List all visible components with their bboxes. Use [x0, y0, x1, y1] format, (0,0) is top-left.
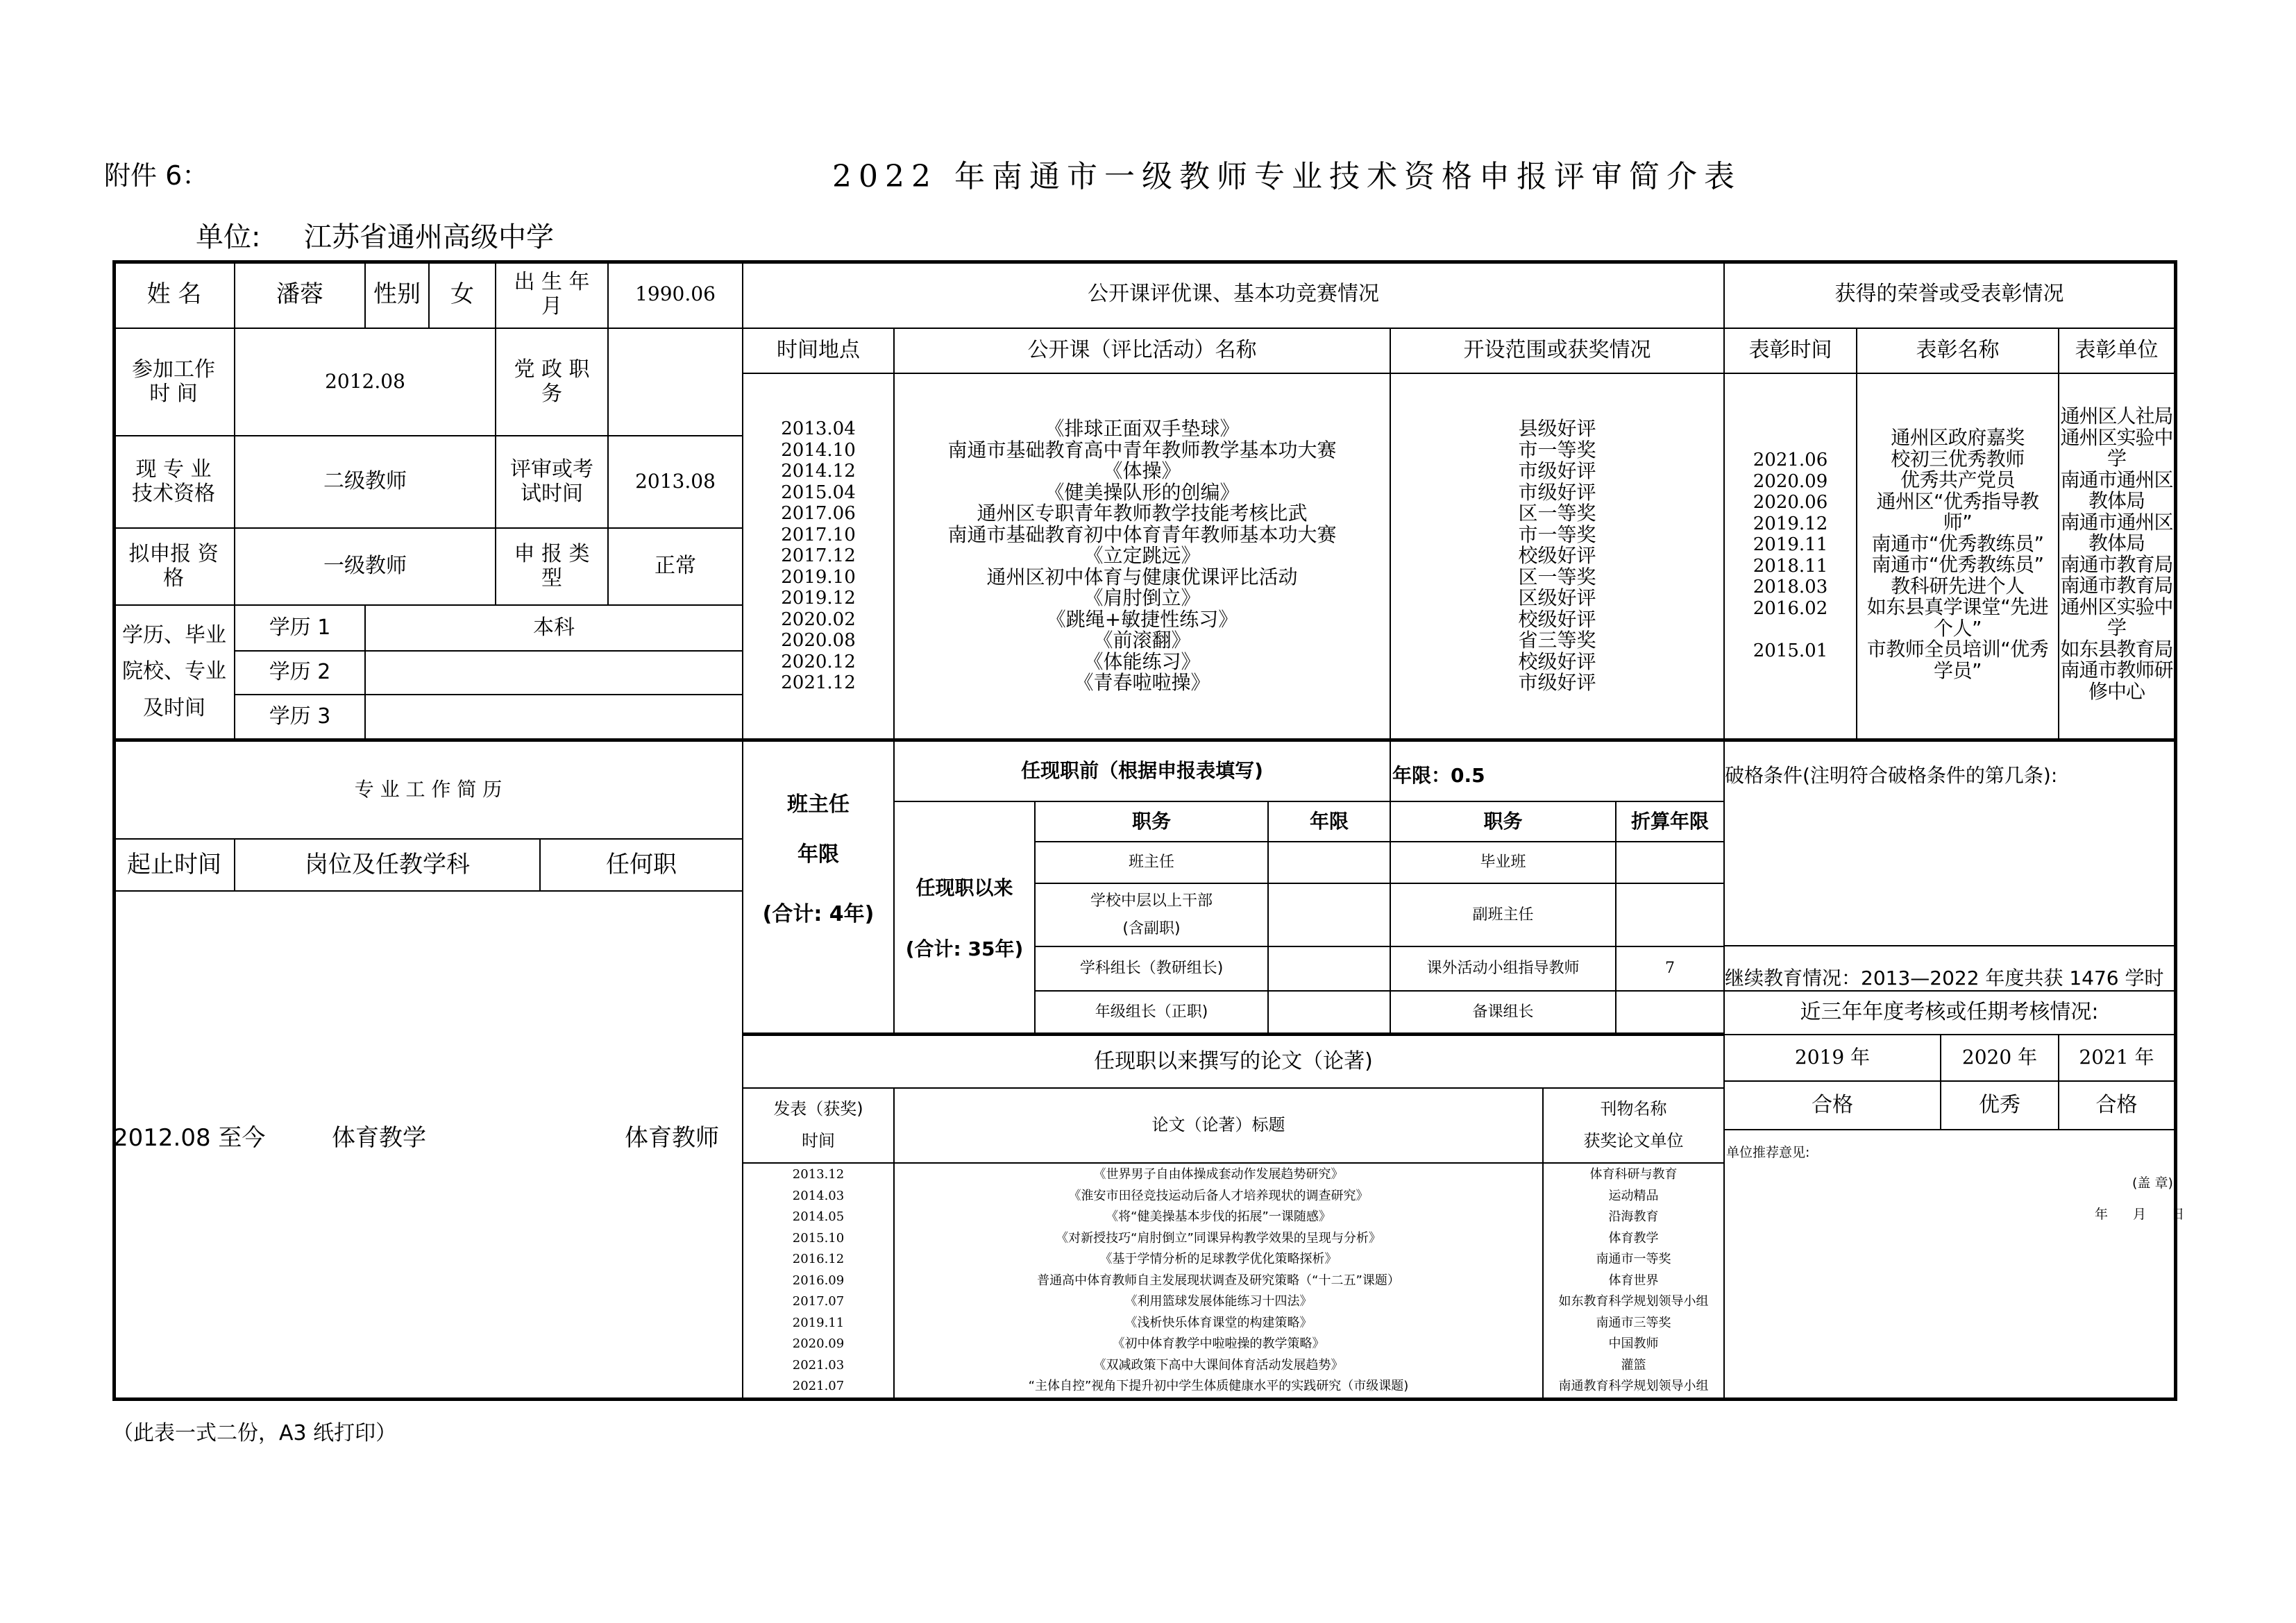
conv-row-1 — [1617, 842, 1723, 883]
course-time: 2014.10 — [781, 439, 856, 461]
paper-title: 《利用篮球发展体能练习十四法》 — [1124, 1294, 1312, 1309]
honor-unit: 南通市通州区 — [2060, 468, 2173, 491]
course-scope: 区一等奖 — [1518, 502, 1596, 525]
resume-col-post: 岗位及任教学科 — [305, 850, 470, 878]
honors-col-time: 表彰时间 — [1748, 338, 1832, 363]
paper-time-list — [743, 1164, 893, 1397]
honors-col-name: 表彰名称 — [1916, 338, 2000, 363]
honor-name: 优秀共产党员 — [1900, 468, 2015, 491]
assess-year-2020: 2020 年 — [1961, 1046, 2038, 1069]
honor-name: 通州区政府嘉奖 — [1891, 426, 2025, 449]
paper-title: 《对新授技巧“肩肘倒立”同课异构教学效果的呈现与分析》 — [1056, 1230, 1381, 1246]
paper-pub: 体育教学 — [1608, 1230, 1659, 1246]
paper-time: 2016.12 — [792, 1252, 845, 1266]
honor-name: 南通市“优秀教练员” — [1871, 532, 2044, 555]
qualification-label: 现 专 业 技术资格 — [132, 457, 215, 506]
col-duty2: 职务 — [1483, 809, 1523, 833]
duty-row-3: 学科组长（教研组长) — [1079, 960, 1224, 978]
assess-year-2021: 2021 年 — [2079, 1046, 2154, 1069]
honor-unit-list — [2058, 406, 2175, 702]
course-time: 2017.10 — [781, 524, 856, 545]
honor-time: 2018.11 — [1753, 555, 1828, 577]
honor-unit: 教体局 — [2088, 489, 2145, 512]
assess-result-2019: 合格 — [1812, 1092, 1853, 1117]
courses-col-time: 时间地点 — [777, 338, 860, 363]
course-scope: 校级好评 — [1518, 649, 1596, 673]
years-row-3 — [1269, 947, 1390, 990]
course-scope: 区一等奖 — [1518, 565, 1596, 588]
years-row-2 — [1269, 884, 1390, 946]
name-value: 潘蓉 — [276, 280, 323, 308]
course-time: 2017.12 — [781, 545, 856, 566]
paper-time: 2016.09 — [792, 1273, 845, 1288]
birth-value: 1990.06 — [635, 282, 716, 306]
course-time: 2020.08 — [781, 630, 856, 651]
footer-note: （此表一式二份，A3 纸打印） — [112, 1421, 397, 1445]
name-label: 姓 名 — [146, 280, 202, 308]
apply-qual-label: 拟申报 资 格 — [128, 542, 219, 590]
course-time-list — [743, 418, 893, 694]
work-start-label: 参加工作 时 间 — [132, 357, 215, 406]
paper-title: “主体自控”视角下提升初中学生体质健康水平的实践研究（市级课题) — [1028, 1379, 1409, 1393]
paper-title: 《双减政策下高中大课间体育活动发展趋势》 — [1093, 1357, 1344, 1373]
paper-time: 2013.12 — [792, 1167, 845, 1182]
course-scope-list — [1391, 418, 1723, 694]
duty-row-1: 班主任 — [1128, 853, 1174, 872]
course-name: 《青春啦啦操》 — [1074, 671, 1210, 694]
duty-row-2-sub: (含副职) — [1122, 919, 1181, 937]
honor-name: 通州区“优秀指导教 — [1876, 489, 2039, 513]
review-time-label: 评审或考 试时间 — [510, 457, 593, 506]
papers-col-pub-a: 刊物名称 — [1600, 1099, 1667, 1119]
apply-type-label: 申 报 类 型 — [514, 542, 590, 590]
honor-time: 2016.02 — [1753, 597, 1828, 619]
course-scope: 市级好评 — [1518, 459, 1596, 482]
paper-title: 《世界男子自由体操成套动作发展趋势研究》 — [1093, 1167, 1344, 1182]
honor-unit: 修中心 — [2088, 679, 2145, 703]
honor-time: 2018.03 — [1753, 577, 1828, 597]
honor-unit: 通州区实验中 — [2060, 595, 2173, 618]
paper-title: 《初中体育教学中啦啦操的教学策略》 — [1112, 1336, 1325, 1351]
work-start-value: 2012.08 — [325, 370, 405, 393]
course-scope: 县级好评 — [1518, 417, 1596, 440]
resume-col-period: 起止时间 — [127, 850, 221, 878]
honor-unit: 南通市教师研 — [2060, 658, 2173, 681]
paper-pub-list — [1544, 1164, 1723, 1397]
paper-pub: 南通教育科学规划领导小组 — [1558, 1379, 1709, 1393]
course-scope: 市级好评 — [1518, 671, 1596, 694]
party-label: 党 政 职 务 — [514, 357, 590, 406]
paper-pub: 沿海教育 — [1608, 1209, 1659, 1224]
date-label: 年 月 日 — [2095, 1207, 2185, 1222]
before-title: 任现职前（根据申报表填写) — [1021, 759, 1263, 783]
paper-title: 《浅析快乐体育课堂的构建策略》 — [1124, 1315, 1312, 1330]
course-name: 南通市基础教育高中青年教师教学基本功大赛 — [947, 438, 1337, 461]
edu3-value — [366, 695, 742, 738]
paper-title: 《淮安市田径竞技运动后备人才培养现状的调查研究》 — [1068, 1188, 1369, 1203]
assessment-title: 近三年年度考核或任期考核情况: — [1800, 1000, 2099, 1025]
course-name: 《排球正面双手垫球》 — [1045, 417, 1240, 440]
paper-pub: 体育世界 — [1608, 1273, 1659, 1288]
honor-name: 教科研先进个人 — [1891, 574, 2025, 597]
honor-name: 如东县真学课堂“先进 — [1866, 595, 2049, 618]
honor-name: 学员” — [1933, 658, 1982, 682]
course-name: 《健美操队形的创编》 — [1045, 480, 1240, 504]
course-scope: 区级好评 — [1518, 586, 1596, 609]
course-time: 2020.02 — [781, 609, 856, 630]
course-scope: 市一等奖 — [1518, 438, 1596, 461]
apply-qual-value: 一级教师 — [323, 554, 407, 579]
seal-label: (盖 章) — [2132, 1175, 2173, 1191]
honor-unit: 通州区实验中 — [2060, 425, 2173, 449]
paper-pub: 如东教育科学规划领导小组 — [1558, 1294, 1709, 1309]
duty2-row-2: 副班主任 — [1472, 906, 1534, 924]
years-row-4 — [1269, 992, 1390, 1033]
paper-time: 2014.03 — [792, 1188, 845, 1203]
resume-title: 专 业 工 作 简 历 — [354, 778, 503, 801]
paper-pub: 体育科研与教育 — [1589, 1167, 1678, 1182]
papers-col-title: 论文（论著）标题 — [1151, 1115, 1285, 1135]
duty-row-2-main: 学校中层以上干部 — [1090, 892, 1213, 910]
honor-time: 2020.06 — [1753, 492, 1828, 513]
resume-col-role: 任何职 — [606, 850, 677, 878]
course-time: 2019.12 — [781, 588, 856, 609]
course-name: 《立定跳远》 — [1083, 544, 1201, 567]
course-scope: 市级好评 — [1518, 480, 1596, 504]
courses-title: 公开课评优课、基本功竞赛情况 — [1088, 282, 1379, 307]
edu2-value — [366, 652, 742, 694]
paper-pub: 运动精品 — [1608, 1188, 1659, 1203]
paper-time: 2020.09 — [792, 1336, 845, 1351]
course-name: 南通市基础教育初中体育青年教师基本功大赛 — [947, 522, 1337, 546]
honor-name: 师” — [1943, 511, 1973, 534]
paper-time: 2021.03 — [792, 1357, 845, 1373]
continuing-education: 继续教育情况：2013—2022 年度共获 1476 学时 — [1725, 967, 2164, 989]
col-conv: 折算年限 — [1630, 809, 1709, 833]
honor-unit: 学 — [2107, 616, 2126, 639]
course-scope: 校级好评 — [1518, 607, 1596, 631]
before-years: 年限：0.5 — [1392, 764, 1485, 787]
unit-value: 江苏省通州高级中学 — [304, 221, 554, 253]
paper-pub: 中国教师 — [1608, 1336, 1659, 1351]
assess-result-2020: 优秀 — [1979, 1092, 2020, 1117]
birth-label: 出 生 年 月 — [514, 270, 590, 318]
honors-col-unit: 表彰单位 — [2075, 338, 2159, 363]
assess-year-2019: 2019 年 — [1794, 1046, 1871, 1069]
course-name-list — [895, 418, 1390, 694]
paper-time: 2015.10 — [792, 1230, 845, 1246]
honor-time: 2019.12 — [1753, 513, 1828, 534]
course-time: 2021.12 — [781, 672, 856, 693]
edu1-value: 本科 — [533, 615, 575, 640]
duty2-row-3: 课外活动小组指导教师 — [1426, 960, 1580, 978]
paper-title: 普通高中体育教师自主发展现状调查及研究策略（“十二五”课题） — [1037, 1273, 1400, 1288]
honor-unit: 南通市通州区 — [2060, 510, 2173, 534]
conv-row-3: 7 — [1665, 960, 1675, 978]
resume-period: 2012.08 至今 — [113, 1124, 266, 1152]
honor-unit: 如东县教育局 — [2060, 637, 2173, 661]
course-time: 2015.04 — [781, 482, 856, 503]
recommend-label: 单位推荐意见: — [1726, 1145, 1810, 1160]
headteacher-label: 班主任 — [787, 792, 850, 817]
course-name: 《肩肘倒立》 — [1083, 586, 1201, 609]
paper-title: 《基于学情分析的足球教学优化策略探析》 — [1099, 1252, 1337, 1266]
duty2-row-1: 毕业班 — [1480, 853, 1526, 872]
honor-time — [1725, 619, 1856, 640]
apply-type-value: 正常 — [655, 554, 696, 579]
duty-row-2 — [1036, 884, 1267, 946]
papers-col-pub-b: 获奖论文单位 — [1583, 1131, 1684, 1150]
course-time: 2017.06 — [781, 503, 856, 524]
review-time-value: 2013.08 — [635, 470, 716, 493]
course-time: 2013.04 — [781, 418, 856, 439]
col-duty: 职务 — [1131, 809, 1171, 833]
papers-col-time-b: 时间 — [802, 1131, 835, 1150]
unit-label: 单位: — [196, 221, 261, 253]
course-name: 通州区初中体育与健康优课评比活动 — [986, 565, 1298, 588]
paper-title-list — [895, 1164, 1542, 1397]
honor-unit: 教体局 — [2088, 532, 2145, 554]
papers-col-pub — [1544, 1089, 1723, 1162]
paper-pub: 灌篮 — [1621, 1357, 1646, 1373]
honor-time: 2021.06 — [1753, 450, 1828, 470]
duty2-row-4: 备课组长 — [1472, 1003, 1534, 1021]
paper-time: 2021.07 — [792, 1379, 845, 1393]
papers-title: 任现职以来撰写的论文（论著) — [1094, 1048, 1373, 1073]
course-name: 《跳绳+敏捷性练习》 — [1046, 607, 1238, 631]
education-label: 学历、毕业院校、专业及时间 — [122, 622, 226, 720]
since-label: 任现职以来 — [915, 876, 1013, 899]
honor-unit: 学 — [2107, 447, 2126, 470]
course-scope: 校级好评 — [1518, 544, 1596, 567]
paper-title: 《将“健美操基本步伐的拓展”一课随感》 — [1106, 1209, 1331, 1224]
resume-role: 体育教师 — [625, 1124, 719, 1152]
honor-unit: 通州区人社局 — [2060, 405, 2173, 427]
paper-pub: 南通市三等奖 — [1596, 1315, 1671, 1330]
conv-row-4 — [1617, 992, 1723, 1033]
course-scope: 市一等奖 — [1518, 522, 1596, 546]
honor-time: 2020.09 — [1753, 470, 1828, 492]
course-time: 2014.12 — [781, 461, 856, 482]
course-name: 《体能练习》 — [1083, 649, 1201, 673]
breakthrough-label: 破格条件(注明符合破格条件的第几条): — [1725, 764, 2058, 787]
paper-time: 2019.11 — [792, 1315, 845, 1330]
honor-time: 2015.01 — [1753, 640, 1828, 661]
honor-time-list — [1725, 450, 1856, 661]
course-name: 《体操》 — [1103, 459, 1181, 482]
course-name: 《前滚翻》 — [1093, 629, 1191, 652]
edu1-label: 学历 1 — [269, 615, 331, 640]
col-years: 年限 — [1309, 809, 1349, 833]
honors-title: 获得的荣誉或受表彰情况 — [1834, 282, 2064, 307]
duty-row-4: 年级组长（正职) — [1095, 1003, 1208, 1021]
conv-row-2 — [1617, 884, 1723, 946]
headteacher-years-label: 年限 — [797, 842, 839, 867]
gender-label: 性别 — [373, 280, 421, 308]
paper-time: 2017.07 — [792, 1294, 845, 1309]
resume-post: 体育教学 — [332, 1124, 426, 1152]
edu3-label: 学历 3 — [269, 704, 331, 729]
honor-name: 南通市“优秀教练员” — [1871, 553, 2044, 576]
course-time: 2019.10 — [781, 566, 856, 588]
years-row-1 — [1269, 842, 1390, 883]
edu2-label: 学历 2 — [269, 660, 331, 685]
honor-name: 校初三优秀教师 — [1891, 447, 2025, 470]
since-total: (合计: 35年) — [905, 937, 1024, 960]
courses-col-scope: 开设范围或获奖情况 — [1463, 338, 1651, 363]
course-scope: 省三等奖 — [1518, 629, 1596, 652]
qualification-value: 二级教师 — [323, 469, 407, 494]
honor-time: 2019.11 — [1753, 534, 1828, 555]
page-title: 2022 年南通市一级教师专业技术资格申报评审简介表 — [832, 159, 1741, 194]
party-value — [609, 329, 742, 435]
honor-name-list — [1855, 427, 2061, 681]
honor-unit: 南通市教育局 — [2060, 574, 2173, 597]
assess-result-2021: 合格 — [2095, 1092, 2138, 1117]
paper-time: 2014.05 — [792, 1209, 845, 1224]
papers-col-time — [743, 1089, 893, 1162]
course-time: 2020.12 — [781, 651, 856, 672]
headteacher-total: (合计: 4年) — [762, 901, 875, 926]
gender-value: 女 — [450, 280, 474, 308]
paper-pub: 南通市一等奖 — [1596, 1252, 1671, 1266]
honor-name: 个人” — [1933, 616, 1982, 640]
courses-col-name: 公开课（评比活动）名称 — [1027, 338, 1257, 363]
honor-unit: 南通市教育局 — [2060, 552, 2173, 576]
papers-col-time-a: 发表（获奖) — [773, 1099, 863, 1119]
honor-name: 市教师全员培训“优秀 — [1866, 638, 2049, 661]
course-name: 通州区专职青年教师教学技能考核比武 — [977, 502, 1308, 525]
attachment-label: 附件 6： — [104, 160, 209, 191]
